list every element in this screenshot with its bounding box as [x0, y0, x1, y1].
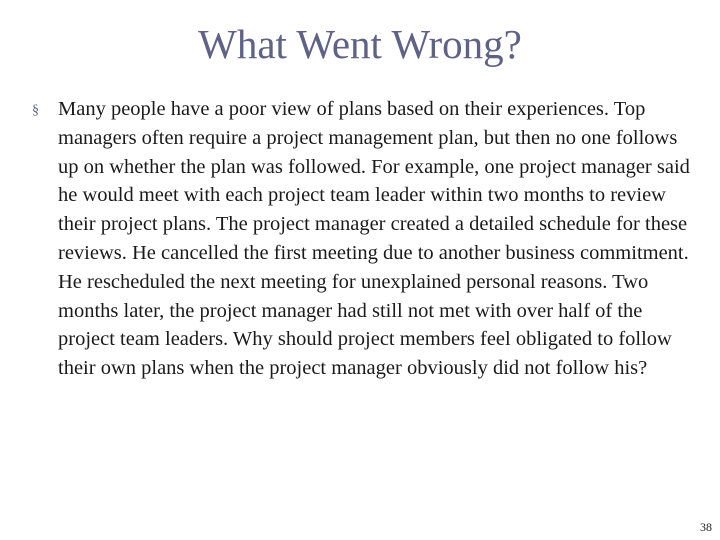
slide-page-number: 38 — [700, 520, 712, 534]
bullet-marker-icon: § — [32, 103, 39, 118]
bullet-item — [32, 95, 702, 383]
slide-title: What Went Wrong? — [198, 21, 522, 67]
bullet-text: Many people have a poor view of plans based on their experiences. Top managers often require a project management plan, but then no one follows up on whether the plan was followed. For example, one project manager said he would meet with each project team leader within two months to review their project plans. The project manager created a detailed schedule for these reviews. He cancelled the first meeting due to another business commitment. He rescheduled the next meeting for unexplained personal reasons. Two months later, the project manager had still not met with over half of the project team leaders. Why should project members feel obligated to follow their own plans when the project manager obviously did not follow his? — [58, 98, 690, 380]
